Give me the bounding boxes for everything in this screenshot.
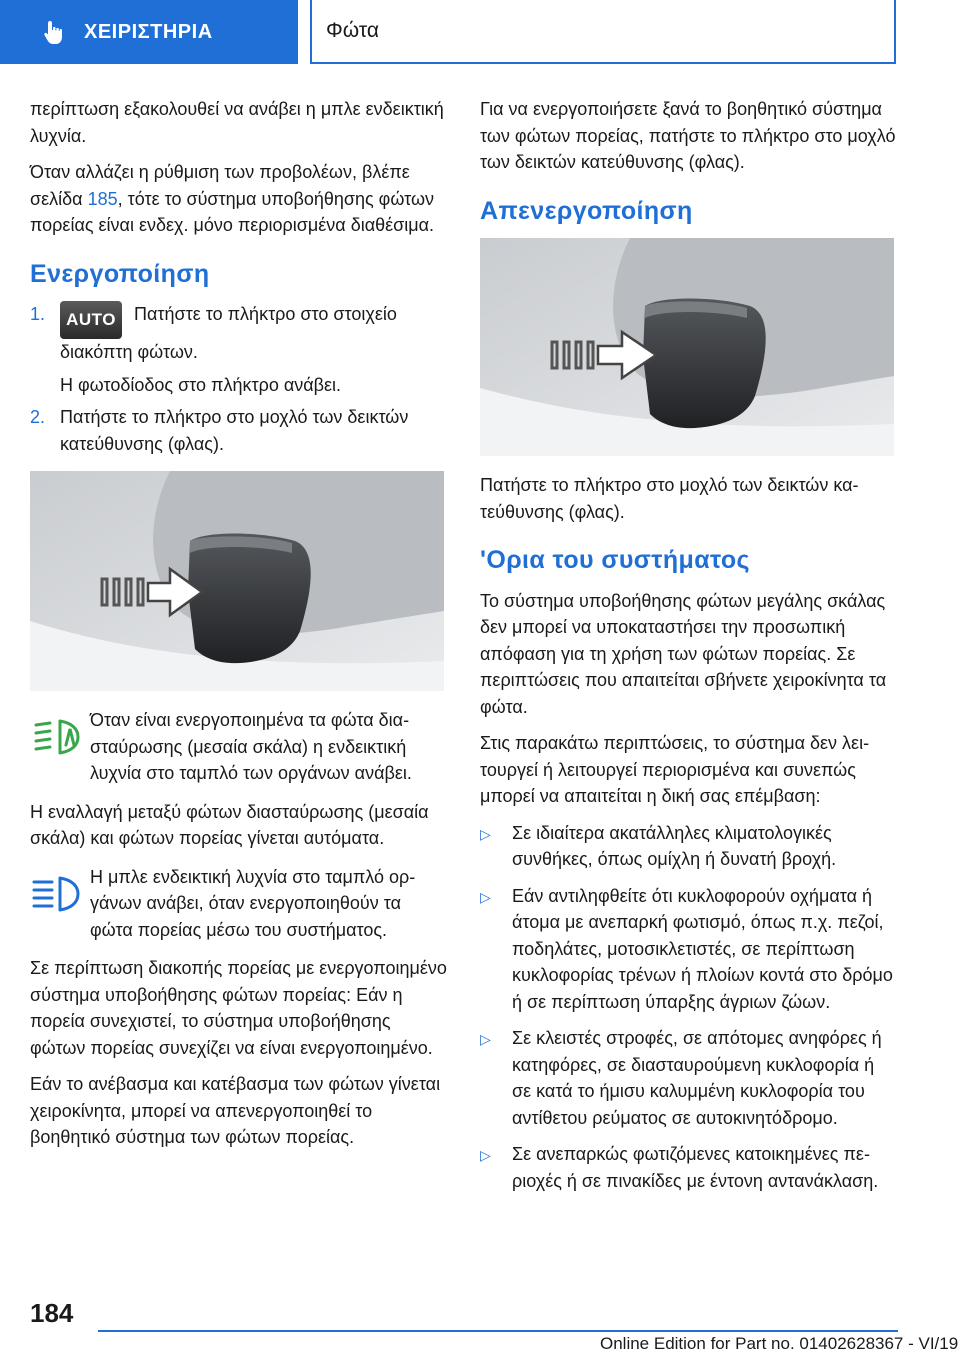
bullet-triangle-icon: ▷ [480, 888, 491, 905]
note-text: Η μπλε ενδεικτική λυχνία στο ταμπλό οργάνων ανάβει, όταν ενεργοποιηθούν τα φώτα πορείας μέσω του συστήματος. [90, 866, 416, 940]
hand-pointer-icon [40, 18, 68, 46]
auto-button-icon: AUTO [60, 301, 122, 339]
step-text: Πατήστε το πλήκτρο στο μοχλό των δεικτών κατεύθυνσης (φλας). [60, 407, 409, 454]
limits-paragraph-1: Το σύστημα υποβοήθησης φώτων μεγάλης σκάλας δεν μπορεί να υποκαταστήσει την προσωπική απόφαση για τη χρήση των φώτων πορείας. Σε περιπτώσεις που απαιτείται σβήνετε χειροκίνητα τα φώτα. [480, 590, 887, 717]
page-header [0, 0, 960, 66]
headlight-setting-paragraph [30, 159, 448, 239]
bullet-triangle-icon: ▷ [480, 1031, 491, 1047]
limits-paragraph-2: Στις παρακάτω περιπτώσεις, το σύστημα δεν λειτουργεί ή λειτουργεί περιορισμένα και συνεπώς μπορεί να απαιτείται η δική σας επέμβαση: [480, 733, 870, 806]
high-beam-indicator-icon [30, 874, 82, 914]
low-beam-indicator-icon [30, 717, 82, 757]
right-column [480, 96, 898, 1204]
step-text: Πατήστε το πλήκτρο στο στοιχείο διακόπτη φώτων. [60, 304, 397, 362]
bullet-triangle-icon: ▷ [480, 1147, 491, 1163]
heading-activation: Ενεργοποίηση [30, 259, 210, 288]
topic-tab [310, 0, 896, 64]
high-beam-note [30, 864, 448, 944]
list-item-text: Σε ανεπαρκώς φωτιζόμενες κατοικημένες περιοχές ή σε πινακίδες με έντονη αντανάκλαση. [512, 1144, 879, 1191]
topic-title: Φώτα [326, 19, 379, 42]
page-reference-link[interactable]: 185 [87, 188, 118, 209]
step-number: 2. [30, 407, 46, 427]
low-beam-note [30, 707, 448, 787]
turn-signal-lever-photo [30, 471, 444, 691]
left-column [30, 96, 448, 1161]
heading-deactivation: Απενεργοποίηση [480, 196, 693, 225]
reactivate-paragraph: Για να ενεργοποιήσετε ξανά το βοηθητικό σύστημα των φώτων πορείας, πατήστε το πλήκτρο στο μοχλό των δεικτών κατεύθυνσης (φλας). [480, 99, 896, 172]
list-item [480, 820, 898, 873]
page-number: 184 [30, 1298, 74, 1328]
paragraph-text: , τότε το σύστημα υποβοήθησης φώτων πορείας είναι ενδεχ. μόνο περιορισμένα διαθέσιμα. [30, 188, 435, 235]
bullet-triangle-icon: ▷ [480, 825, 491, 842]
heading-system-limits: 'Ορια του συστήματος [480, 546, 750, 574]
switching-paragraph: Η εναλλαγή μεταξύ φώτων διασταύρωσης (μεσαία σκάλα) και φώτων πορείας γίνεται αυτόματα. [30, 801, 429, 848]
list-item-text: Εάν αντιληφθείτε ότι κυκλοφορούν οχήματα ή άτομα με ανεπαρκή φωτισμό, όπως π.χ. πεζοί, ποδηλάτες, μοτοσικλετιστές, σε περίπτωση κυκλοφορίας τρένων ή πλοίων κοντά στο δρόμο ή σε περίπτωση ύπαρξης άγριων ζώων. [512, 885, 893, 1012]
step-number: 1. [30, 304, 46, 324]
turn-signal-lever-photo-2 [480, 238, 894, 456]
deactivation-text: Πατήστε το πλήκτρο στο μοχλό των δεικτών κατεύθυνσης (φλας). [480, 475, 859, 522]
list-item-text: Σε κλειστές στροφές, σε απότομες ανηφόρες ή κατηφόρες, σε διασταυρούμενη κυκλοφορία ή σε κατά το ήμισυ καλυμμένη κυκλοφορία του αντίθετου ρεύματος σε αυτοκινητόδρομο. [512, 1028, 882, 1128]
list-item-text: Σε ιδιαίτερα ακατάλληλες κλιματολογικές συνθήκες, όπως ομίχλη ή δυνατή βροχή. [512, 822, 837, 869]
intro-paragraph: περίπτωση εξακολουθεί να ανάβει η μπλε ενδεικτική λυχνία. [30, 99, 444, 146]
edition-label [600, 1334, 958, 1354]
footer-divider [98, 1330, 898, 1332]
list-item [480, 1025, 898, 1131]
step-2 [30, 404, 448, 457]
list-item [480, 883, 898, 1016]
section-title: ΧΕΙΡΙΣΤΗΡΙΑ [84, 20, 213, 43]
section-tab[interactable] [0, 0, 298, 64]
list-item [480, 1141, 898, 1194]
manual-paragraph: Εάν το ανέβασμα και κατέβασμα των φώτων γίνεται χειροκίνητα, μπορεί να απενεργοποιηθεί το βοηθητικό σύστημα των φώτων πορείας. [30, 1074, 441, 1147]
note-text: Όταν είναι ενεργοποιημένα τα φώτα διασταύρωσης (μεσαία σκάλα) η ενδεικτική λυχνία στο ταμπλό των οργάνων ανάβει. [90, 710, 412, 783]
interruption-paragraph: Σε περίπτωση διακοπής πορείας με ενεργοποιημένο σύστημα υποβοήθησης φώτων πορείας: Εάν η πορεία συνεχιστεί, το σύστημα υποβοήθησης φώτων πορείας συνεχίζει να είναι ενεργοποιημένο. [30, 958, 447, 1058]
paragraph-text: Όταν αλλάζει η ρύθμιση των προβολέων, βλέπε σελίδα [30, 162, 410, 209]
edition-text: Online Edition for Part no. 01402628367 - VI/19 [600, 1334, 959, 1353]
step-1 [30, 301, 448, 398]
step-subtext: Η φωτοδίοδος στο πλήκτρο ανάβει. [60, 374, 342, 395]
